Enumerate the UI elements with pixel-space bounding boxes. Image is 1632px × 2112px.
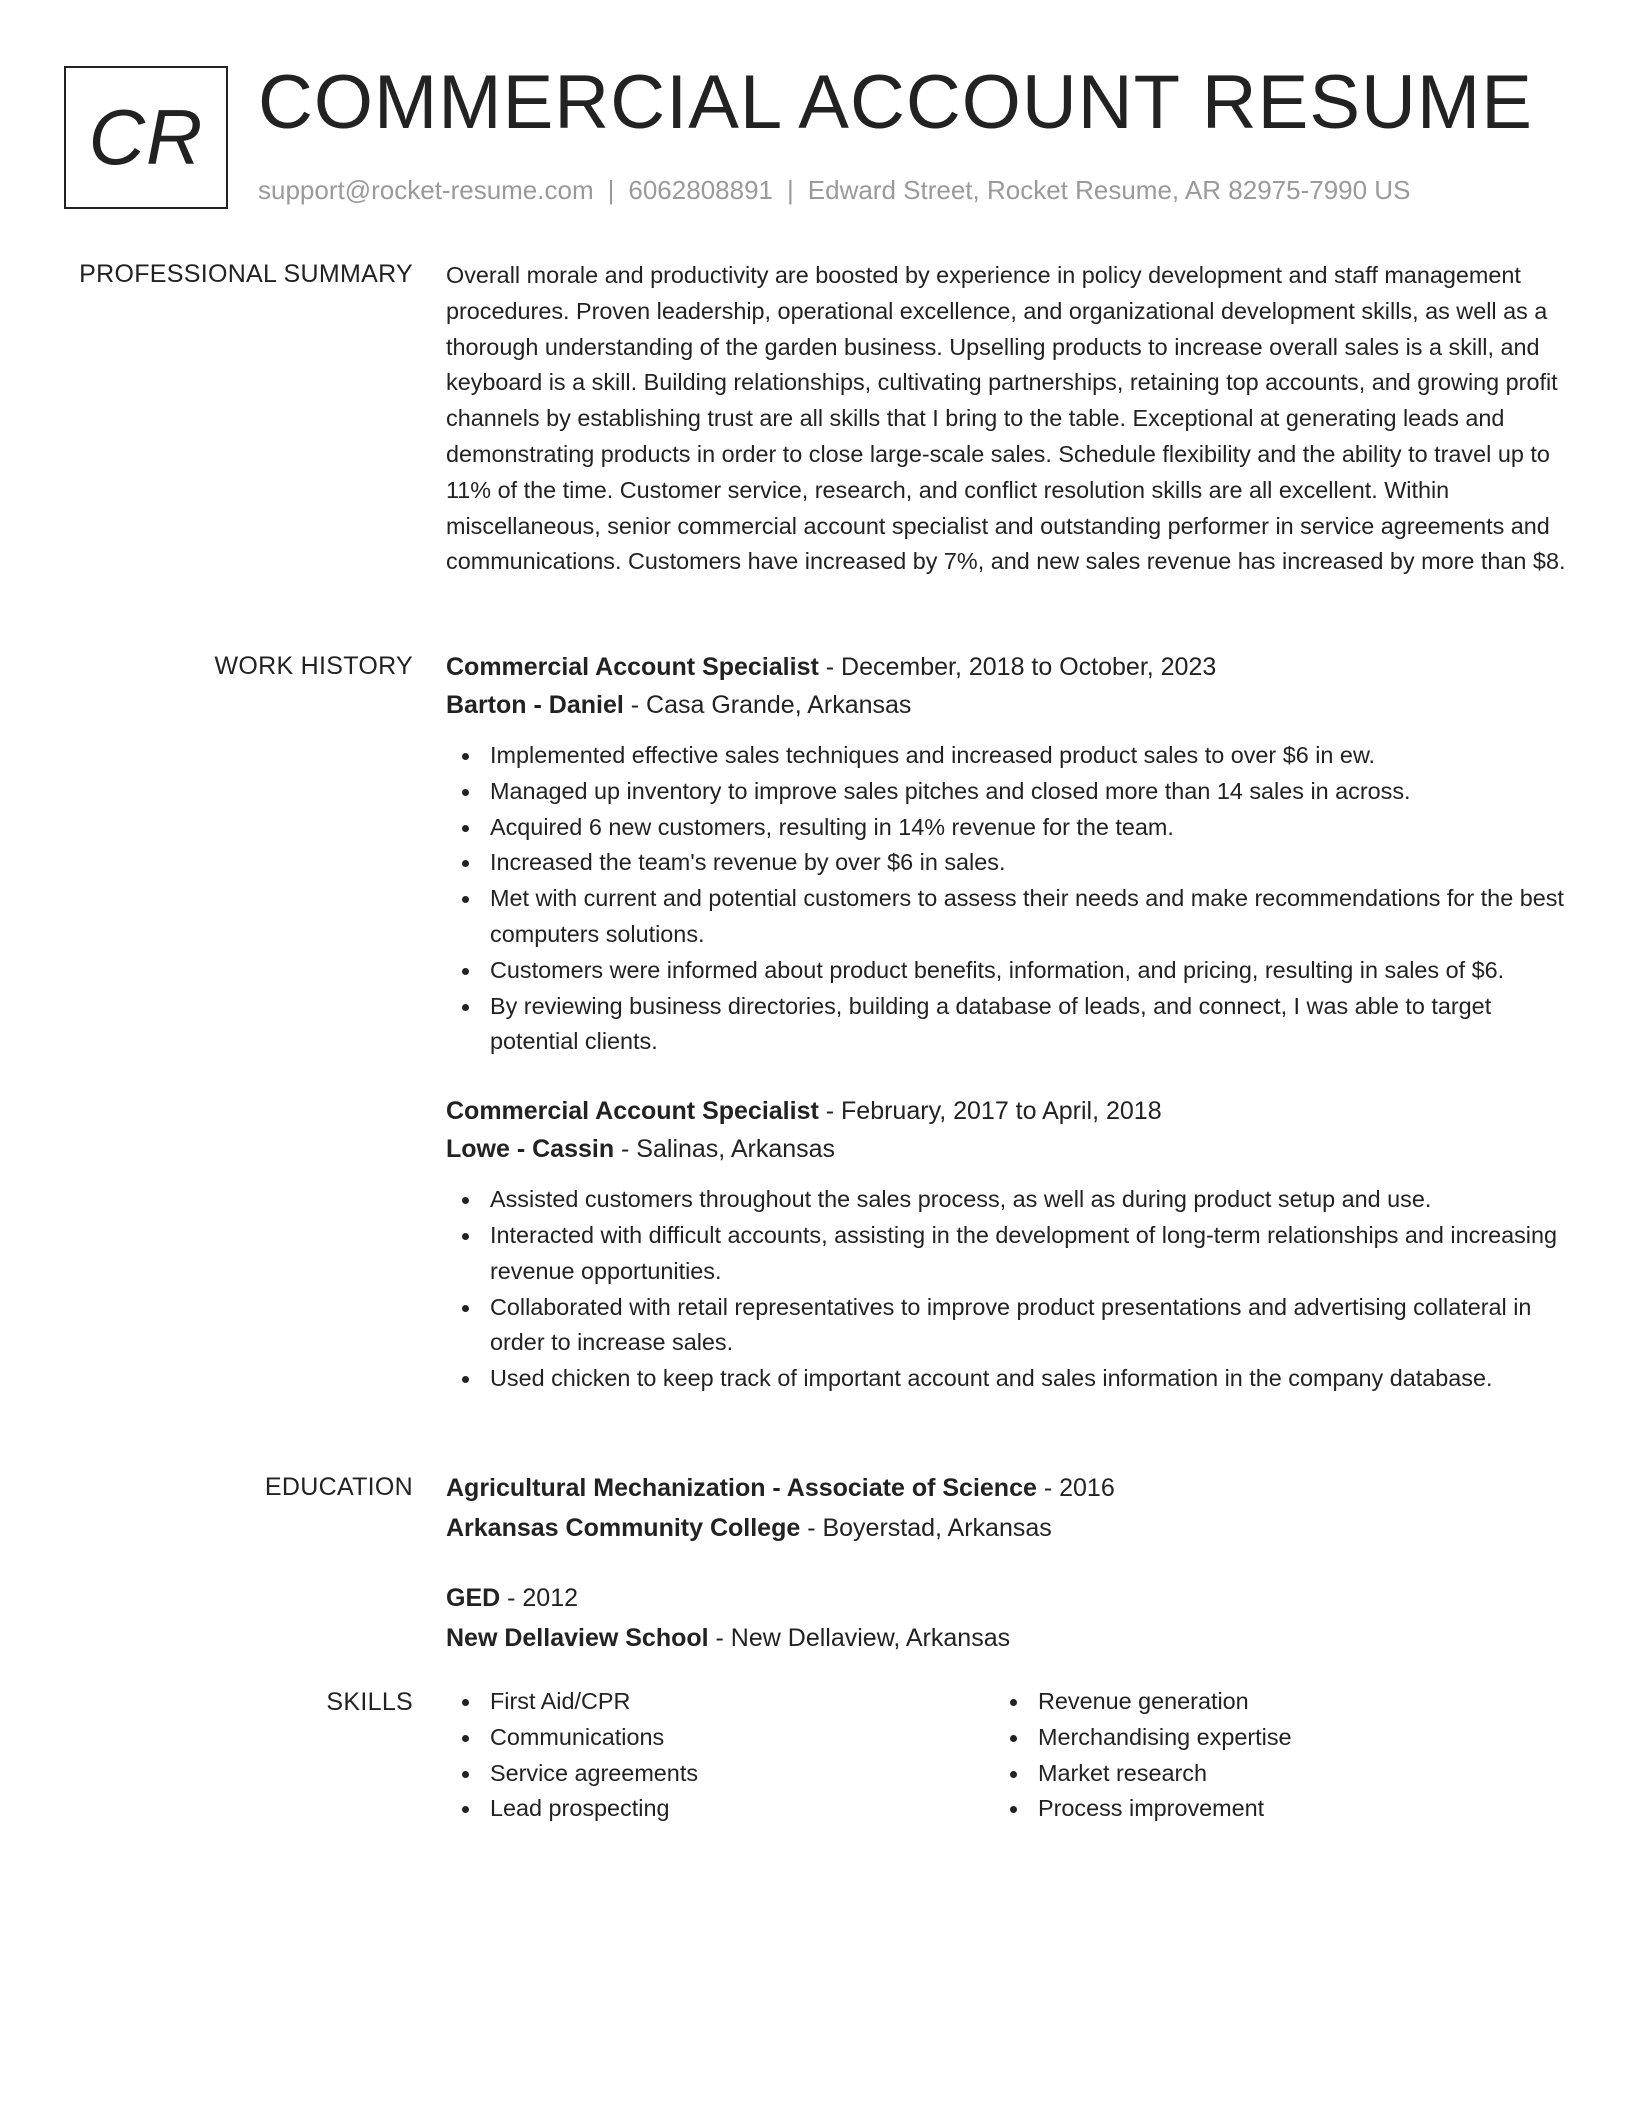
- job-title: Commercial Account Specialist: [446, 653, 819, 681]
- school-line: [446, 1509, 1566, 1547]
- monogram-box: [64, 66, 228, 209]
- page-title: COMMERCIAL ACCOUNT RESUME: [258, 60, 1533, 145]
- job-dates: - February, 2017 to April, 2018: [818, 1097, 1162, 1126]
- job-location: - Casa Grande, Arkansas: [623, 691, 912, 719]
- school: Arkansas Community College: [446, 1514, 801, 1542]
- list-item: Process improvement: [994, 1791, 1542, 1827]
- degree-line: [446, 1469, 1566, 1507]
- summary-label: PROFESSIONAL SUMMARY: [79, 260, 413, 288]
- contact-separator: |: [607, 175, 615, 205]
- contact-phone[interactable]: 6062808891: [628, 175, 773, 205]
- degree: GED: [446, 1584, 501, 1612]
- list-item: Market research: [994, 1756, 1542, 1792]
- work-history-label: WORK HISTORY: [214, 652, 413, 680]
- list-item: Met with current and potential customers to assess their needs and make recommendations for the best computers solutions.: [446, 881, 1566, 953]
- job-location: - Salinas, Arkansas: [614, 1135, 836, 1164]
- job-bullets: [446, 738, 1566, 1060]
- list-item: Acquired 6 new customers, resulting in 14% revenue for the team.: [446, 810, 1566, 846]
- contact-line: [258, 174, 1410, 206]
- degree-line: [446, 1579, 1566, 1617]
- summary-text: Overall morale and productivity are boosted by experience in policy development and staff management procedures. Proven leadership, operational excellence, and organizational development skills, as well as a thorough understanding of the garden business. Upselling products to increase overall sales is a skill, and keyboard is a skill. Building relationships, cultivating partnerships, retaining top accounts, and growing profit channels by establishing trust are all skills that I bring to the table. Exceptional at generating leads and demonstrating products in order to close large-scale sales. Schedule flexibility and the ability to travel up to 11% of the time. Customer service, research, and conflict resolution skills are all excellent. Within miscellaneous, senior commercial account specialist and outstanding performer in service agreements and communications. Customers have increased by 7%, and new sales revenue has increased by more than $8.: [446, 262, 1566, 575]
- degree-year: - 2012: [500, 1584, 579, 1612]
- list-item: Communications: [446, 1720, 994, 1756]
- list-item: Used chicken to keep track of important account and sales information in the company database.: [446, 1361, 1566, 1397]
- list-item: Lead prospecting: [446, 1791, 994, 1827]
- list-item: Merchandising expertise: [994, 1720, 1542, 1756]
- list-item: First Aid/CPR: [446, 1684, 994, 1720]
- contact-address: Edward Street, Rocket Resume, AR 82975-7990 US: [807, 175, 1411, 205]
- skills-list-right: [994, 1684, 1542, 1827]
- list-item: Revenue generation: [994, 1684, 1542, 1720]
- job-entry: [446, 1092, 1566, 1397]
- work-history-body: [446, 648, 1566, 1397]
- list-item: Interacted with difficult accounts, assisting in the development of long-term relationships and increasing revenue opportunities.: [446, 1218, 1566, 1290]
- skills-body: [446, 1684, 1566, 1827]
- list-item: Collaborated with retail representatives to improve product presentations and advertising collateral in order to increase sales.: [446, 1290, 1566, 1362]
- list-item: Service agreements: [446, 1756, 994, 1792]
- degree: Agricultural Mechanization - Associate of Science: [446, 1474, 1037, 1502]
- education-entry: [446, 1469, 1566, 1547]
- contact-separator: |: [787, 175, 794, 205]
- school: New Dellaview School: [446, 1624, 709, 1652]
- list-item: Increased the team's revenue by over $6 in sales.: [446, 845, 1566, 881]
- degree-year: - 2016: [1036, 1474, 1115, 1502]
- job-title: Commercial Account Specialist: [446, 1097, 819, 1126]
- skills-columns: [446, 1684, 1566, 1827]
- job-company-line: [446, 686, 1566, 724]
- contact-email[interactable]: support@rocket-resume.com: [258, 175, 594, 205]
- list-item: Assisted customers throughout the sales process, as well as during product setup and use.: [446, 1182, 1566, 1218]
- school-line: [446, 1619, 1566, 1657]
- education-label: EDUCATION: [264, 1473, 413, 1501]
- skills-label: SKILLS: [326, 1688, 413, 1716]
- job-title-line: [446, 1092, 1566, 1130]
- education-body: [446, 1469, 1566, 1657]
- job-title-line: [446, 648, 1566, 686]
- job-entry: [446, 648, 1566, 1060]
- school-location: - Boyerstad, Arkansas: [800, 1514, 1052, 1542]
- job-company-line: [446, 1130, 1566, 1168]
- list-item: Customers were informed about product benefits, information, and pricing, resulting in sales of $6.: [446, 953, 1566, 989]
- monogram-initials: CR: [88, 93, 204, 181]
- job-dates: - December, 2018 to October, 2023: [818, 653, 1217, 681]
- list-item: By reviewing business directories, building a database of leads, and connect, I was able to target potential clients.: [446, 989, 1566, 1061]
- list-item: Managed up inventory to improve sales pitches and closed more than 14 sales in across.: [446, 774, 1566, 810]
- skills-list-left: [446, 1684, 994, 1827]
- list-item: Implemented effective sales techniques and increased product sales to over $6 in ew.: [446, 738, 1566, 774]
- school-location: - New Dellaview, Arkansas: [708, 1624, 1011, 1652]
- job-company: Lowe - Cassin: [446, 1135, 615, 1164]
- job-company: Barton - Daniel: [446, 691, 624, 719]
- education-entry: [446, 1579, 1566, 1657]
- job-bullets: [446, 1182, 1566, 1397]
